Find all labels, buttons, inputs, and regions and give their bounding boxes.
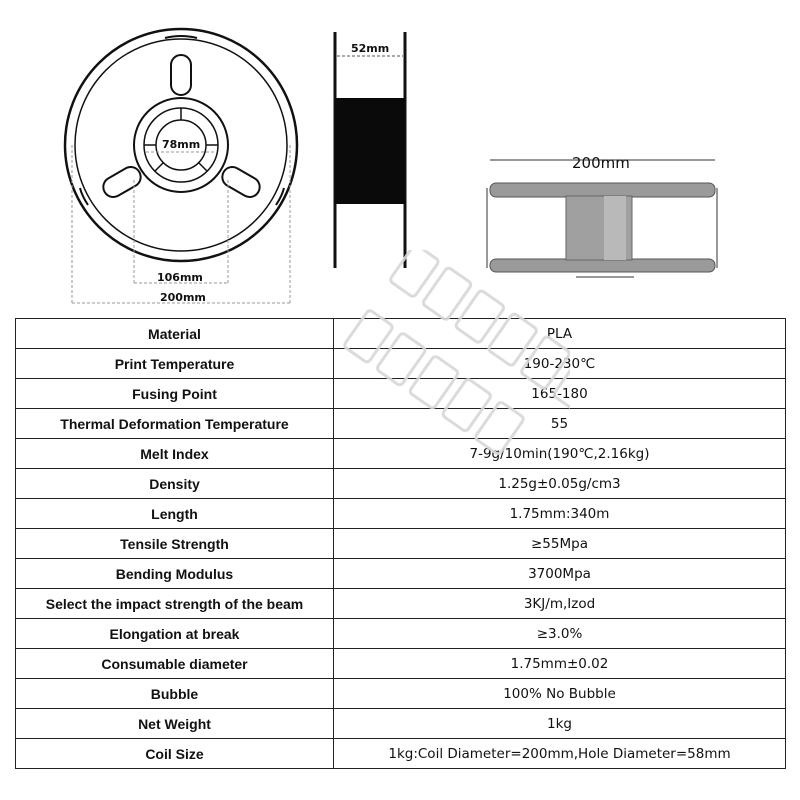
spec-row bbox=[16, 739, 786, 769]
spec-label: Select the impact strength of the beam bbox=[16, 589, 334, 619]
spec-value: ≥55Mpa bbox=[334, 529, 786, 559]
spec-label: Bubble bbox=[16, 679, 334, 709]
spec-label: Tensile Strength bbox=[16, 529, 334, 559]
spec-label: Coil Size bbox=[16, 739, 334, 769]
spec-row bbox=[16, 499, 786, 529]
spec-value: 3700Mpa bbox=[334, 559, 786, 589]
outer-dim-label: 200mm bbox=[160, 291, 206, 304]
spec-label: Fusing Point bbox=[16, 379, 334, 409]
spec-value: 190-230℃ bbox=[334, 349, 786, 379]
spec-row bbox=[16, 649, 786, 679]
spec-value: 3KJ/m,Izod bbox=[334, 589, 786, 619]
spec-row bbox=[16, 469, 786, 499]
photo-diameter-label: 200mm bbox=[572, 154, 630, 172]
spec-row bbox=[16, 679, 786, 709]
side-width-label: 52mm bbox=[351, 42, 390, 55]
spec-row bbox=[16, 379, 786, 409]
spool-photo-view bbox=[487, 160, 717, 277]
spec-row bbox=[16, 529, 786, 559]
spec-row bbox=[16, 619, 786, 649]
spec-value: 55 bbox=[334, 409, 786, 439]
spec-label: Thermal Deformation Temperature bbox=[16, 409, 334, 439]
spec-row bbox=[16, 349, 786, 379]
spec-label: Material bbox=[16, 319, 334, 349]
spec-row bbox=[16, 559, 786, 589]
spec-row bbox=[16, 709, 786, 739]
spool-diagram-art bbox=[0, 0, 800, 318]
hole-dim-label: 78mm bbox=[162, 138, 201, 151]
spec-label: Print Temperature bbox=[16, 349, 334, 379]
spec-row bbox=[16, 409, 786, 439]
spec-row bbox=[16, 439, 786, 469]
hub-dim-label: 106mm bbox=[157, 271, 203, 284]
spec-row bbox=[16, 319, 786, 349]
spec-value: ≥3.0% bbox=[334, 619, 786, 649]
spec-value: 1kg:Coil Diameter=200mm,Hole Diameter=58mm bbox=[334, 739, 786, 769]
spool-side-view bbox=[335, 32, 405, 268]
spec-value: 7-9g/10min(190℃,2.16kg) bbox=[334, 439, 786, 469]
spec-value: 100% No Bubble bbox=[334, 679, 786, 709]
spec-value: 1.75mm±0.02 bbox=[334, 649, 786, 679]
spec-value: 1kg bbox=[334, 709, 786, 739]
spec-label: Density bbox=[16, 469, 334, 499]
spec-label: Consumable diameter bbox=[16, 649, 334, 679]
spool-diagrams bbox=[0, 0, 800, 318]
spec-value: 1.25g±0.05g/cm3 bbox=[334, 469, 786, 499]
spec-label: Elongation at break bbox=[16, 619, 334, 649]
spec-value: 165-180 bbox=[334, 379, 786, 409]
spec-label: Net Weight bbox=[16, 709, 334, 739]
spec-label: Length bbox=[16, 499, 334, 529]
spec-label: Bending Modulus bbox=[16, 559, 334, 589]
spec-table bbox=[15, 318, 786, 769]
spec-row bbox=[16, 589, 786, 619]
spec-value: 1.75mm:340m bbox=[334, 499, 786, 529]
spec-value: PLA bbox=[334, 319, 786, 349]
spec-label: Melt Index bbox=[16, 439, 334, 469]
